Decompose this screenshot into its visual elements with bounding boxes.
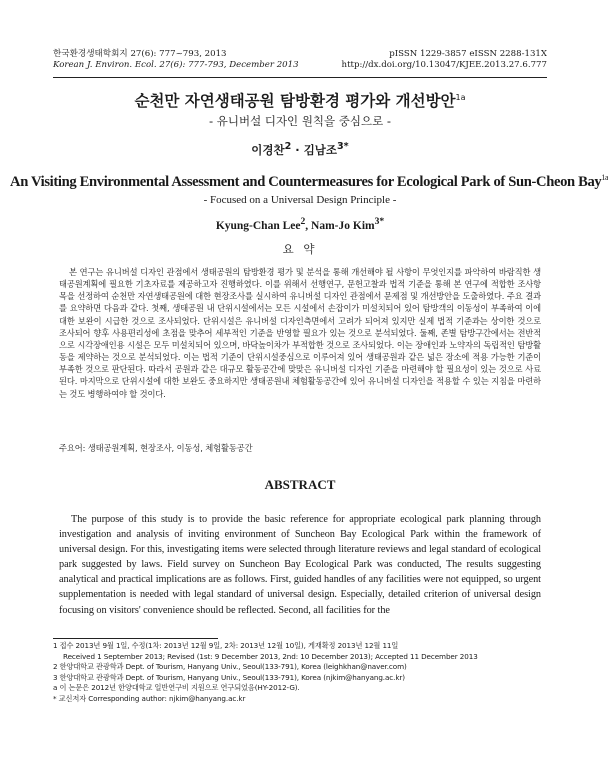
footnote-author-1-affiliation: 2 한양대학교 관광학과 Dept. of Tourism, Hanyang Univ., Seoul(133-791), Korea (leighkhan@naver.com) [53,662,407,672]
doi-link[interactable]: http://dx.doi.org/10.13047/KJEE.2013.27.6.777 [341,60,547,70]
journal-citation-english: Korean J. Environ. Ecol. 27(6): 777-793, December 2013 [53,60,299,70]
korean-title-note-mark: 1a [455,93,466,102]
journal-citation-korean: 한국환경생태학회지 27(6): 777~793, 2013 [53,49,227,59]
english-authors [40,215,560,233]
footnotes [53,641,553,705]
english-subtitle: - Focused on a Universal Design Principle - [203,194,397,206]
footnote-received-date: 1 접수 2013년 9월 1일, 수정(1차: 2013년 12월 9일, 2차: 2013년 12월 10일), 게재확정 2013년 12월 11일 [53,641,399,650]
english-author-separator: , [305,219,312,232]
korean-author-1-mark: 2 [284,141,292,152]
english-author-1-mark: 2 [300,216,306,227]
footnote-corresponding-author: * 교신저자 Corresponding author: njkim@hanyang.ac.kr [53,693,246,703]
english-author-2: Nam-Jo Kim [311,219,375,232]
footnote-author-2-affiliation: 3 한양대학교 관광학과 Dept. of Tourism, Hanyang Univ., Seoul(133-791), Korea (njkim@hanyang.ac.kr) [53,672,405,682]
korean-abstract-body: 본 연구는 유니버설 디자인 관점에서 생태공원의 탐방환경 평가 및 분석을 통해 개선해야 될 사항이 무엇인지를 파악하여 바람직한 생태공원계획에 필요한 기초자료를 제공하고자 진행하였다. 이를 위해서 선행연구, 문헌고찰과 법적 기준을 통해 본 연구에 적합한 조사항목을 선정하여 순천만 자연생태공원에 대한 현장조사를 실시하여 유니버설 디자인 관점에서 문제점 및 개선방안을 도출하였다. 주요 결과를 요약하면 다음과 같다. 첫째, 생태공원 내 단위시설에서는 모든 시설에서 손잡이가 미설치되어 있어 탐방객의 이동성이 부족하여 이에 대한 보완이 시급한 것으로 조사되었다. 단위시설은 유니버설 디자인측면에서 고려가 되어져 있지만 실제 법적 기준과는 상이한 것으로 조사되어 향후 사용편리성에 초점을 맞추어 세부적인 기준을 반영할 필요가 있는 것으로 분석되었다. 둘째, 존별 탐방구간에서는 전반적으로 시각장애인용 시설은 모두 미설치되어 있으며, 바닥높이차가 부적합한 것으로 조사되었다. 이는 장애인과 노약자의 독립적인 탐방활동을 제약하는 것으로 분석되었다. 이는 법적 기준이 단위시설중심으로 이루어져 있어 생태공원과 같은 넓은 장소에 적용 가능한 기준이 부족한 것으로 판단된다. 따라서 공원과 같은 대규모 활동공간에 맞맞은 유니버설 디자인 기준을 마련해야 할 필요성이 있는 것으로 사료된다. 마지막으로 단위시설에 대한 보완도 중요하지만 생태공원내 체험활동공간에 있어 유니버설 디자인을 적용할 수 있는 지침을 마련하는 것도 병행하여야 할 것이다. [59,267,541,399]
korean-author-2: 김남조 [303,142,338,157]
footnote-received-date-english: Received 1 September 2013; Revised (1st: 9 December 2013, 2nd: 10 December 2013); Accepted 11 December 2013 [63,651,478,661]
korean-subtitle: - 유니버설 디자인 원칙을 중심으로 - [208,114,392,128]
keywords-label: 주요어: [59,443,88,453]
footnote-funding: a 이 논문은 2012년 한양대학교 일반연구비 지원으로 연구되었음(HY-2012-G). [53,683,300,693]
english-title-text: An Visiting Environmental Assessment and Countermeasures for Ecological Park of Sun-Cheon Bay [10,173,602,190]
english-title-note-mark: 1a [601,173,608,182]
korean-authors [40,140,560,157]
english-abstract-heading: ABSTRACT [264,477,336,492]
korean-author-2-mark: 3* [337,141,349,152]
english-abstract-body: The purpose of this study is to provide the basic reference for appropriate ecological park planning through investigation and analysis of inviting environment of Suncheon Bay Ecological Park within the framework of universal design. For this, investigating items were selected through literature reviews and legal standard of ecological park suggested by laws. Field survey on Suncheon Bay Ecological Park was conducted, The results suggesting analytical and practical implications are as follows. First, guided handles of any facilities were not equipped, so urgent supplementation is needed with legal standard of universal design. Especially, detailed criterion of universal design focusing on visitors' convenience should be reflected. Second, all facilities for the [59,514,541,616]
footnote-divider [53,638,218,639]
keywords-list: 생태공원계획, 현장조사, 이동성, 체험활동공간 [87,443,253,453]
issn-line: pISSN 1229-3857 eISSN 2288-131X [389,49,547,59]
english-author-2-mark: 3* [374,216,385,227]
korean-abstract-heading: 요 약 [282,242,318,256]
korean-keywords [59,442,541,454]
header-divider [53,77,547,78]
korean-title [40,88,560,111]
korean-title-text: 순천만 자연생태공원 탐방환경 평가와 개선방안 [134,92,456,111]
english-author-1: Kyung-Chan Lee [215,219,301,232]
english-title [10,169,608,191]
journal-identifiers [267,49,547,71]
korean-author-separator: · [291,142,304,157]
korean-author-1: 이경찬 [251,142,285,157]
